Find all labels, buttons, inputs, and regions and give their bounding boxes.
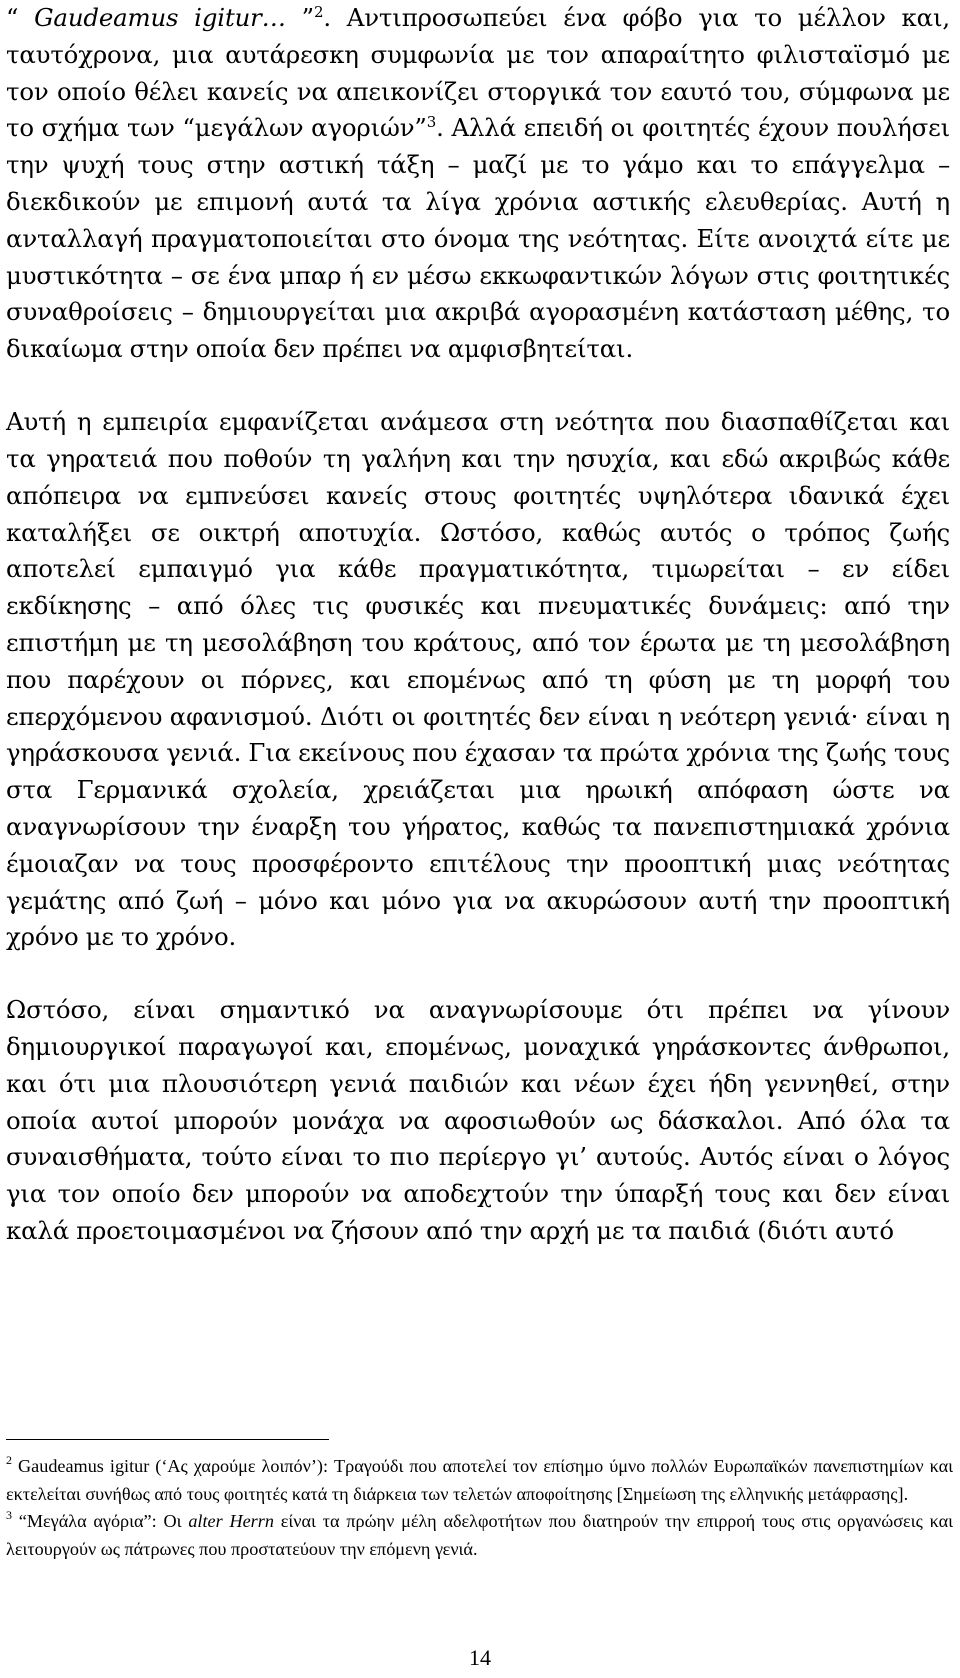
- footnote-ref-2[interactable]: 2: [314, 3, 324, 21]
- footnote: [6, 1453, 953, 1508]
- quote-close: ”: [285, 3, 315, 32]
- footnotes: [6, 1453, 953, 1563]
- footnote-text: είναι τα πρώην μέλη αδελφοτήτων που διατηρούν την επιρροή τους στις οργανώσεις και λειτουργούν ως πάτρωνες που προστατεύουν την επόμενη γενιά.: [6, 1511, 953, 1559]
- song-title: Gaudeamus igitur…: [34, 3, 286, 32]
- paragraph-text: . Αλλά επειδή οι φοιτητές έχουν πουλήσει την ψυχή τους στην αστική τάξη – μαζί με το γάμο και το επάγγελμα – διεκδικούν με επιμονή αυτά τα λίγα χρόνια αστικής ελευθερίας. Αυτή η ανταλλαγή πραγματοποιείται στο όνομα της νεότητας. Είτε ανοιχτά είτε με μυστικότητα – σε ένα μπαρ ή εν μέσω εκκωφαντικών λόγων στις φοιτητικές συναθροίσεις – δημιουργείται μια ακριβά αγορασμένη κατάσταση μέθης, το δικαίωμα στην οποία δεν πρέπει να αμφισβητείται.: [6, 113, 951, 364]
- footnote-text: Gaudeamus igitur (‘Ας χαρούμε λοιπόν’): Τραγούδι που αποτελεί τον επίσημο ύμνο πολλών Ευρωπαϊκών πανεπιστημίων και εκτελείται συνήθως από τους φοιτητές κατά τη διάρκεια των τελετών αποφοίτησης [Σημείωση της ελληνικής μετάφρασης].: [6, 1456, 954, 1504]
- main-body-text: [6, 0, 950, 1250]
- footnote-ref-3[interactable]: 3: [426, 113, 437, 132]
- footnote-text: : Οι: [151, 1511, 189, 1532]
- body-paragraph: Αυτή η εμπειρία εμφανίζεται ανάμεσα στη νεότητα που διασπαθίζεται και τα γηρατειά που ποθούν τη γαλήνη και την ησυχία, και εδώ ακριβώς κάθε απόπειρα να εμπνεύσει κανείς στους φοιτητές υψηλότερα ιδανικά έχει καταλήξει σε οικτρή αποτυχία. Ωστόσο, καθώς αυτός ο τρόπος ζωής αποτελεί εμπαιγμό για κάθε πραγματικότητα, τιμωρείται – εν είδει εκδίκησης – από όλες τις φυσικές και πνευματικές δυνάμεις: από την επιστήμη με τη μεσολάβηση του κράτους, από τον έρωτα με τη μεσολάβηση που παρέχουν οι πόρνες, και επομένως από τη φύση με τη μορφή του επερχόμενου αφανισμού. Διότι οι φοιτητές δεν είναι η νεότερη γενιά· είναι η γηράσκουσα γενιά. Για εκείνους που έχασαν τα πρώτα χρόνια της ζωής τους στα Γερμανικά σχολεία, χρειάζεται μια ηρωική απόφαση ώστε να αναγνωρίσουν την έναρξη του γήρατος, καθώς τα πανεπιστημιακά χρόνια έμοιαζαν να τους προσφέροντο επιτέλους την προοπτική μιας νεότητας γεμάτης από ζωή – μόνο και μόνο για να ακυρώσουν αυτή την προοπτική χρόνο με το χρόνο.: [6, 407, 950, 952]
- body-paragraph: Ωστόσο, είναι σημαντικό να αναγνωρίσουμε ότι πρέπει να γίνουν δημιουργικοί παραγωγοί και, επομένως, μοναχικά γηράσκοντες άνθρωποι, και ότι μια πλουσιότερη γενιά παιδιών και νέων έχει ήδη γεννηθεί, στην οποία αυτοί μπορούν μονάχα να αφοσιωθούν ως δάσκαλοι. Από όλα τα συναισθήματα, τούτο είναι το πιο περίεργο γι’ αυτούς. Αυτός είναι ο λόγος για τον οποίο δεν μπορούν να αποδεχτούν την ύπαρξή τους και δεν είναι καλά προετοιμασμένοι να ζήσουν από την αρχή με τα παιδιά (διότι αυτό: [6, 995, 950, 1246]
- footnote-term: alter Herrn: [188, 1511, 274, 1532]
- footnote: [6, 1508, 953, 1563]
- footnote-number: 3: [6, 1508, 12, 1523]
- page-number: 14: [469, 1645, 491, 1670]
- footnote-quote: “Μεγάλα αγόρια”: [18, 1511, 152, 1532]
- quote-open: “: [6, 3, 35, 32]
- footnote-number: 2: [6, 1453, 12, 1467]
- body-paragraph: [6, 0, 950, 368]
- paragraph-text: . Αντιπροσωπεύει ένα φόβο για το μέλλον και, ταυτόχρονα, μια αυτάρεσκη συμφωνία με τον απαραίτητο φιλισταϊσμό με τον οποίο θέλει κανείς να απεικονίζει στοργικά τον εαυτό του, σύμφωνα με το σχήμα των “μεγάλων αγοριών”: [6, 3, 950, 143]
- footnote-separator: [6, 1439, 329, 1440]
